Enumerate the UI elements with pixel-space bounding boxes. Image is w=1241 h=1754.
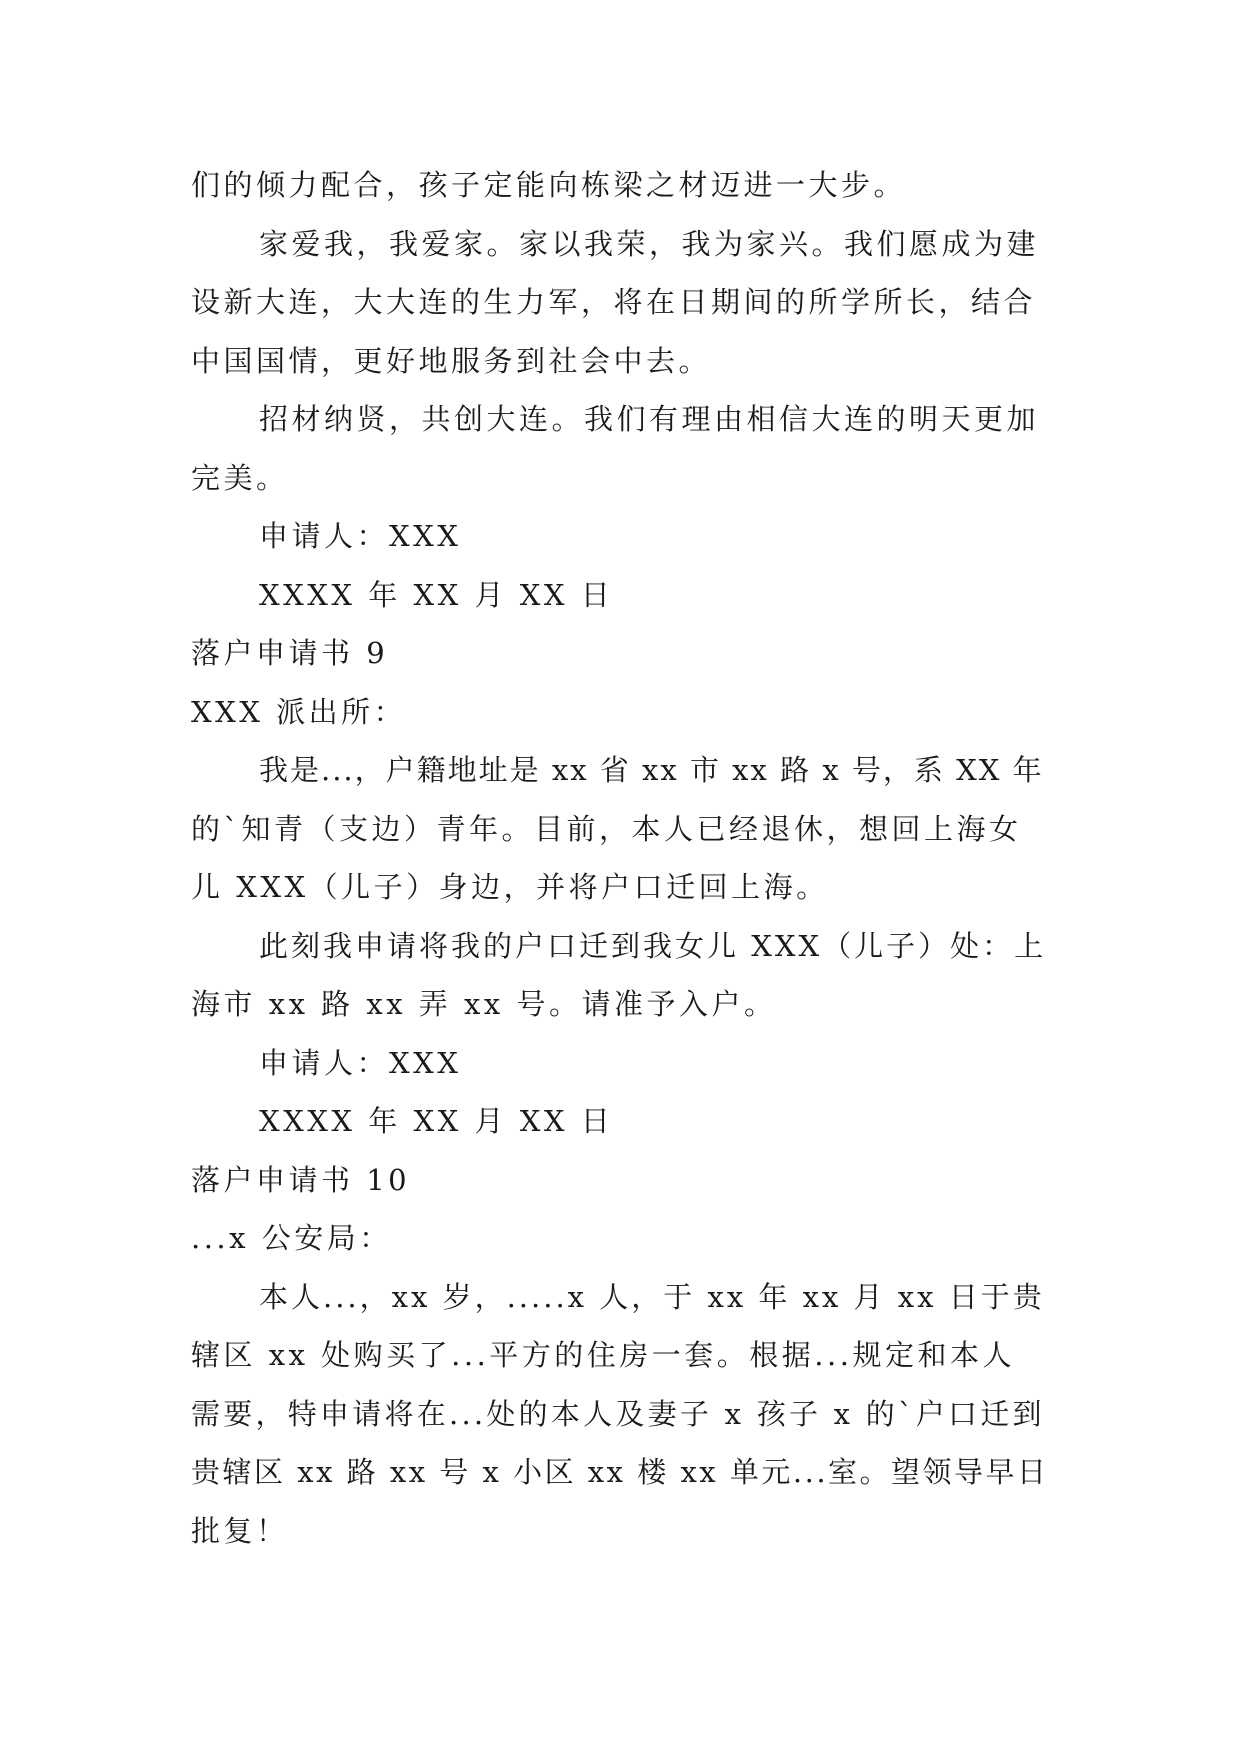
letter-salutation: ...x 公安局： bbox=[191, 1221, 392, 1255]
signature-date: XXXX 年 XX 月 XX 日 bbox=[259, 1104, 614, 1138]
text-line: 辖区 xx 处购买了...平方的住房一套。根据...规定和本人 bbox=[191, 1338, 1015, 1372]
letter-salutation: XXX 派出所： bbox=[191, 694, 407, 729]
applicant-signature: 申请人：XXX bbox=[259, 519, 462, 553]
section-heading: 落户申请书 9 bbox=[191, 636, 389, 670]
text-line: 需要，特申请将在...处的本人及妻子 x 孩子 x 的`户口迁到 bbox=[191, 1396, 1045, 1431]
signature-date: XXXX 年 XX 月 XX 日 bbox=[259, 577, 614, 612]
text-line: 海市 xx 路 xx 弄 xx 号。请准予入户。 bbox=[191, 987, 777, 1021]
applicant-signature: 申请人：XXX bbox=[259, 1045, 462, 1080]
text-line: 们的倾力配合，孩子定能向栋梁之材迈进一大步。 bbox=[191, 168, 907, 202]
text-line: 的`知青（支边）青年。目前，本人已经退休，想回上海女 bbox=[191, 811, 1022, 846]
text-line: 儿 XXX（儿子）身边，并将户口迁回上海。 bbox=[191, 870, 829, 904]
paragraph-first-line: 我是...，户籍地址是 xx 省 xx 市 xx 路 x 号，系 XX 年 bbox=[259, 753, 1044, 787]
text-line: 中国国情，更好地服务到社会中去。 bbox=[191, 343, 712, 378]
paragraph-first-line: 招材纳贤，共创大连。我们有理由相信大连的明天更加 bbox=[259, 402, 1040, 436]
text-line: 设新大连，大大连的生力军，将在日期间的所学所长，结合 bbox=[191, 285, 1037, 319]
paragraph-first-line: 家爱我，我爱家。家以我荣，我为家兴。我们愿成为建 bbox=[259, 226, 1040, 261]
document-body bbox=[191, 156, 1051, 1560]
text-line: 完美。 bbox=[191, 460, 289, 495]
paragraph-first-line: 此刻我申请将我的户口迁到我女儿 XXX（儿子）处：上 bbox=[259, 928, 1047, 963]
section-heading: 落户申请书 10 bbox=[191, 1162, 411, 1197]
paragraph-first-line: 本人...，xx 岁，.....x 人，于 xx 年 xx 月 xx 日于贵 bbox=[259, 1279, 1045, 1314]
text-line: 批复！ bbox=[191, 1513, 289, 1548]
text-line: 贵辖区 xx 路 xx 号 x 小区 xx 楼 xx 单元...室。望领导早日 bbox=[191, 1455, 1049, 1489]
